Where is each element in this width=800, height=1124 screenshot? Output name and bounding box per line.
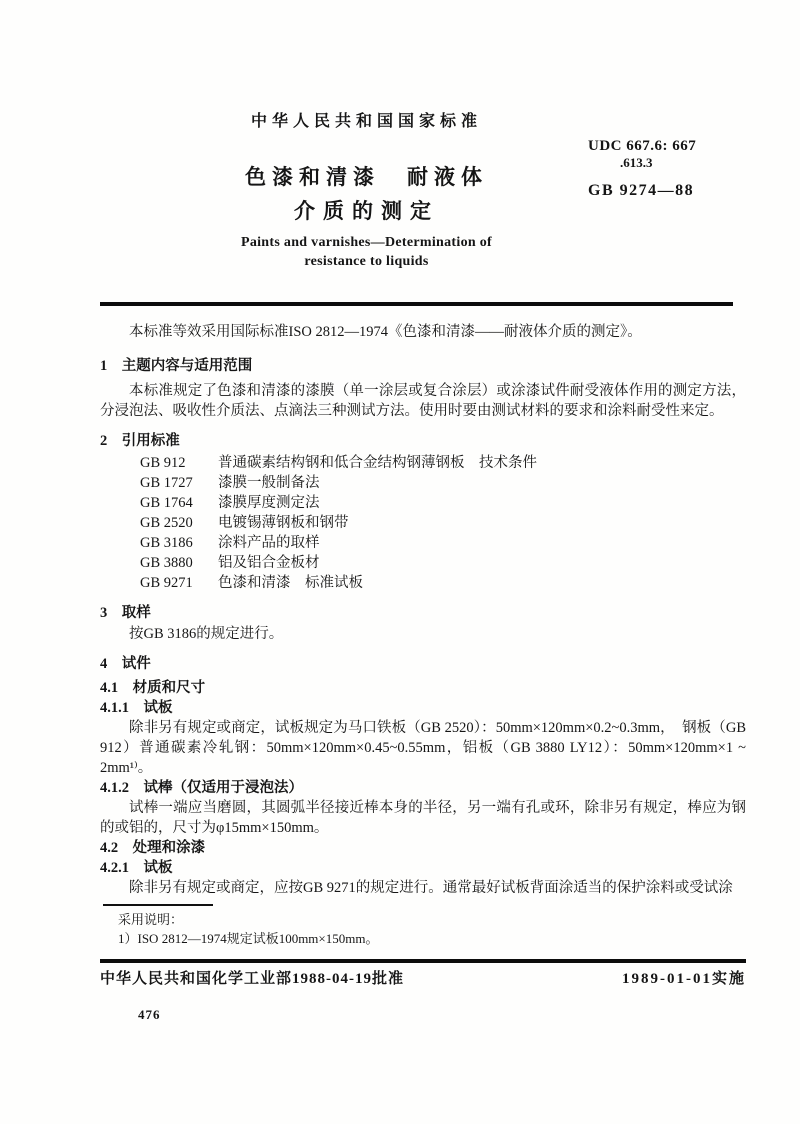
udc-code-continued: .613.3: [620, 155, 653, 170]
reference-item: [140, 533, 746, 553]
english-title-line1: Paints and varnishes—Determination of: [240, 235, 493, 250]
header-rule: [100, 302, 733, 306]
ref-code: GB 1727: [140, 475, 193, 491]
section-4-1-1-paragraph: 除非另有规定或商定，试板规定为马口铁板（GB 2520）：50mm×120mm×0.2~0.3mm， 钢板（GB 912）普通碳素冷轧钢：50mm×120mm×0.45~0.55mm，铝板（GB 3880 LY12）：50mm×120mm×1 ~ 2mm¹⁾。: [100, 720, 746, 776]
reference-item: [140, 453, 746, 473]
ref-title: 漆膜一般制备法: [218, 475, 320, 491]
ref-title: 涂料产品的取样: [218, 535, 320, 551]
ref-title: 漆膜厚度测定法: [218, 495, 320, 511]
section-4-1-2-heading: 4.1.2 试棒（仅适用于浸泡法）: [100, 780, 303, 796]
national-standard-label: 中华人民共和国国家标准: [250, 113, 482, 130]
approval-text: 中华人民共和国化学工业部1988-04-19批准: [100, 971, 404, 987]
section-4-1-1-heading: 4.1.1 试板: [100, 700, 173, 716]
footnote-block: [100, 904, 746, 948]
reference-item: [140, 513, 746, 533]
footnote-item: 1）ISO 2812—1974规定试板100mm×150mm。: [118, 931, 379, 946]
reference-item: [140, 493, 746, 513]
ref-title: 色漆和清漆 标准试板: [218, 575, 363, 591]
udc-code: UDC 667.6: 667: [588, 138, 697, 154]
ref-code: GB 912: [140, 455, 186, 471]
footnote-label: 采用说明：: [118, 912, 184, 927]
section-1-heading: 1 主题内容与适用范围: [100, 358, 253, 374]
ref-code: GB 3186: [140, 535, 193, 551]
section-1-paragraph: 本标准规定了色漆和清漆的漆膜（单一涂层或复合涂层）或涂漆试件耐受液体作用的测定方法，分浸泡法、吸收性介质法、点滴法三种测试方法。使用时要由测试材料的要求和涂料耐受性来定。: [100, 383, 746, 419]
section-4-2-1-paragraph: 除非另有规定或商定，应按GB 9271的规定进行。通常最好试板背面涂适当的保护涂料或受试涂: [129, 880, 733, 896]
reference-item: [140, 573, 746, 593]
ref-title: 普通碳素结构钢和低合金结构钢薄钢板 技术条件: [218, 455, 537, 471]
ref-code: GB 3880: [140, 555, 193, 571]
footer-rule: [100, 959, 746, 963]
section-4-2-heading: 4.2 处理和涂漆: [100, 840, 206, 856]
footnote-rule: [103, 904, 213, 906]
section-4-heading: 4 试件: [100, 656, 151, 672]
page-number: 476: [138, 1007, 161, 1022]
section-4-2-1-heading: 4.2.1 试板: [100, 860, 173, 876]
intro-paragraph: 本标准等效采用国际标准ISO 2812—1974《色漆和清漆——耐液体介质的测定》。: [129, 324, 642, 340]
document-title-line2: 介质的测定: [294, 199, 439, 223]
section-4-1-heading: 4.1 材质和尺寸: [100, 680, 206, 696]
reference-list: [100, 453, 746, 593]
section-3-heading: 3 取样: [100, 605, 151, 621]
document-title-line1: 色漆和清漆 耐液体: [245, 165, 488, 189]
ref-title: 铝及铝合金板材: [218, 555, 320, 571]
document-body: [100, 322, 746, 948]
ref-code: GB 2520: [140, 515, 193, 531]
english-title-line2: resistance to liquids: [304, 254, 429, 269]
ref-title: 电镀锡薄钢板和钢带: [218, 515, 349, 531]
section-3-paragraph: 按GB 3186的规定进行。: [129, 626, 284, 642]
standard-number: GB 9274—88: [588, 182, 695, 199]
section-4-1-2-paragraph: 试棒一端应当磨圆，其圆弧半径接近棒本身的半径，另一端有孔或环，除非另有规定，棒应为钢的或铝的，尺寸为φ15mm×150mm。: [100, 800, 746, 836]
ref-code: GB 9271: [140, 575, 193, 591]
footer-line: [100, 967, 746, 988]
section-2-heading: 2 引用标准: [100, 433, 180, 449]
standard-codes-block: [588, 138, 696, 200]
ref-code: GB 1764: [140, 495, 193, 511]
reference-item: [140, 473, 746, 493]
implementation-text: 1989-01-01实施: [622, 971, 746, 987]
reference-item: [140, 553, 746, 573]
